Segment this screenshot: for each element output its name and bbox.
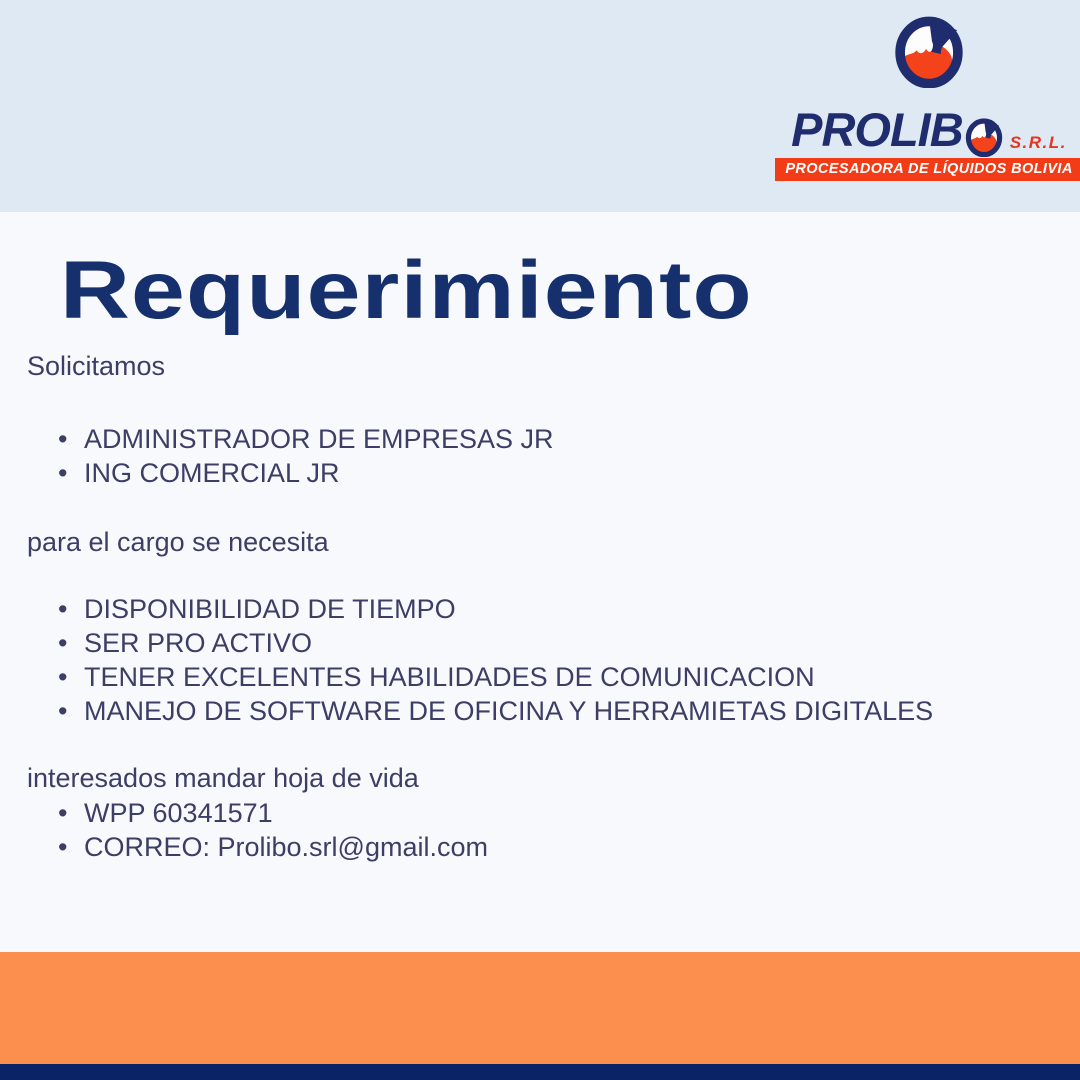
prolibo-funnel-splash-icon [888, 14, 970, 88]
position-text: ADMINISTRADOR DE EMPRESAS JR [84, 424, 554, 454]
prolibo-funnel-splash-icon [964, 116, 1004, 158]
list-item [58, 422, 1020, 456]
requirement-text: SER PRO ACTIVO [84, 628, 313, 658]
brand-tagline-banner: PROCESADORA DE LÍQUIDOS BOLIVIA [775, 158, 1080, 181]
list-item [58, 796, 1020, 830]
flyer-content [0, 212, 1080, 864]
whatsapp-contact-text: WPP 60341571 [84, 798, 273, 828]
bullet-icon: • [58, 662, 68, 692]
requirement-text: MANEJO DE SOFTWARE DE OFICINA Y HERRAMIETAS DIGITALES [84, 696, 934, 726]
bullet-icon: • [58, 458, 68, 488]
bullet-icon: • [58, 798, 68, 828]
brand-wordmark [791, 103, 1067, 156]
list-item [58, 592, 1020, 626]
page-title: Requerimiento [60, 245, 753, 336]
bullet-icon: • [58, 832, 68, 862]
contact-label: interesados mandar hoja de vida [27, 763, 419, 793]
header-band [0, 0, 1080, 212]
intro-text: Solicitamos [27, 351, 166, 381]
bullet-icon: • [58, 424, 68, 454]
positions-list [58, 422, 1020, 490]
bullet-icon: • [58, 594, 68, 624]
requirement-text: DISPONIBILIDAD DE TIEMPO [84, 594, 456, 624]
bullet-icon: • [58, 696, 68, 726]
email-contact-text: CORREO: Prolibo.srl@gmail.com [84, 832, 488, 862]
bullet-icon: • [58, 628, 68, 658]
list-item [58, 830, 1020, 864]
list-item [58, 626, 1020, 660]
footer-orange-band [0, 952, 1080, 1064]
brand-name: PROLIB [791, 103, 963, 156]
list-item [58, 660, 1020, 694]
position-text: ING COMERCIAL JR [84, 458, 340, 488]
requirement-text: TENER EXCELENTES HABILIDADES DE COMUNICACION [84, 662, 815, 692]
requirements-label: para el cargo se necesita [27, 527, 329, 557]
footer-navy-strip [0, 1064, 1080, 1080]
brand-logo [785, 14, 1073, 181]
list-item [58, 456, 1020, 490]
contact-list [58, 796, 1020, 864]
brand-suffix: S.R.L. [1009, 133, 1067, 152]
list-item [58, 694, 1020, 728]
requirements-list [58, 592, 1020, 728]
